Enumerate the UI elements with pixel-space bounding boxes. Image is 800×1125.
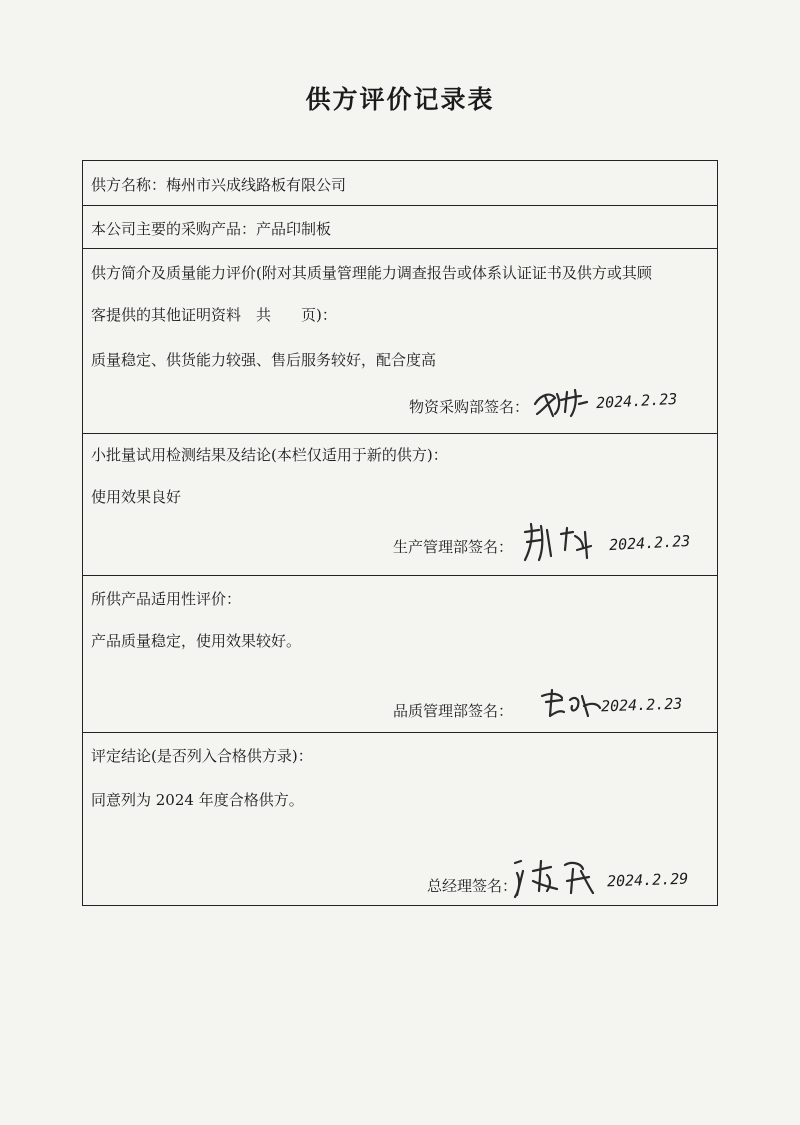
evaluation-form-table [82, 160, 718, 906]
intro-content: 质量稳定、供货能力较强、售后服务较好，配合度高 [91, 351, 437, 369]
trial-content: 使用效果良好 [91, 488, 182, 506]
production-signature [521, 520, 611, 564]
purchasing-signature-label: 物资采购部签名： [409, 398, 530, 416]
general-manager-signature [511, 851, 611, 901]
quality-signature-label: 品质管理部签名： [393, 702, 514, 720]
supplier-name-field [91, 174, 346, 195]
production-signature-label: 生产管理部签名： [393, 538, 514, 556]
product-value: 产品印制板 [256, 220, 332, 238]
product-row [83, 206, 717, 249]
supplier-name-value: 梅州市兴成线路板有限公司 [166, 176, 347, 194]
supplier-name-row [83, 161, 717, 206]
conclusion-heading: 评定结论(是否列入合格供方录)： [91, 747, 313, 765]
supplier-name-label: 供方名称： [91, 176, 167, 194]
applicability-heading: 所供产品适用性评价： [91, 590, 242, 608]
conclusion-content: 同意列为 2024 年度合格供方。 [91, 791, 304, 809]
intro-section [83, 249, 717, 434]
intro-heading-line1: 供方简介及质量能力评价(附对其质量管理能力调查报告或体系认证证书及供方或其顾 [91, 264, 652, 282]
general-manager-signature-date: 2024.2.29 [606, 869, 689, 891]
page-title: 供方评价记录表 [305, 85, 495, 114]
production-signature-date: 2024.2.23 [608, 531, 691, 555]
trial-heading: 小批量试用检测结果及结论(本栏仅适用于新的供方)： [91, 446, 448, 464]
applicability-section [83, 576, 717, 733]
product-field [91, 218, 331, 239]
conclusion-section [83, 733, 717, 904]
applicability-content: 产品质量稳定，使用效果较好。 [91, 632, 302, 650]
quality-signature-date: 2024.2.23 [600, 694, 683, 716]
purchasing-signature-date: 2024.2.23 [595, 389, 678, 413]
intro-heading-line2: 客提供的其他证明资料 共 页)： [91, 306, 337, 324]
general-manager-signature-label: 总经理签名： [427, 877, 518, 895]
product-label: 本公司主要的采购产品： [91, 220, 257, 238]
trial-section [83, 434, 717, 576]
